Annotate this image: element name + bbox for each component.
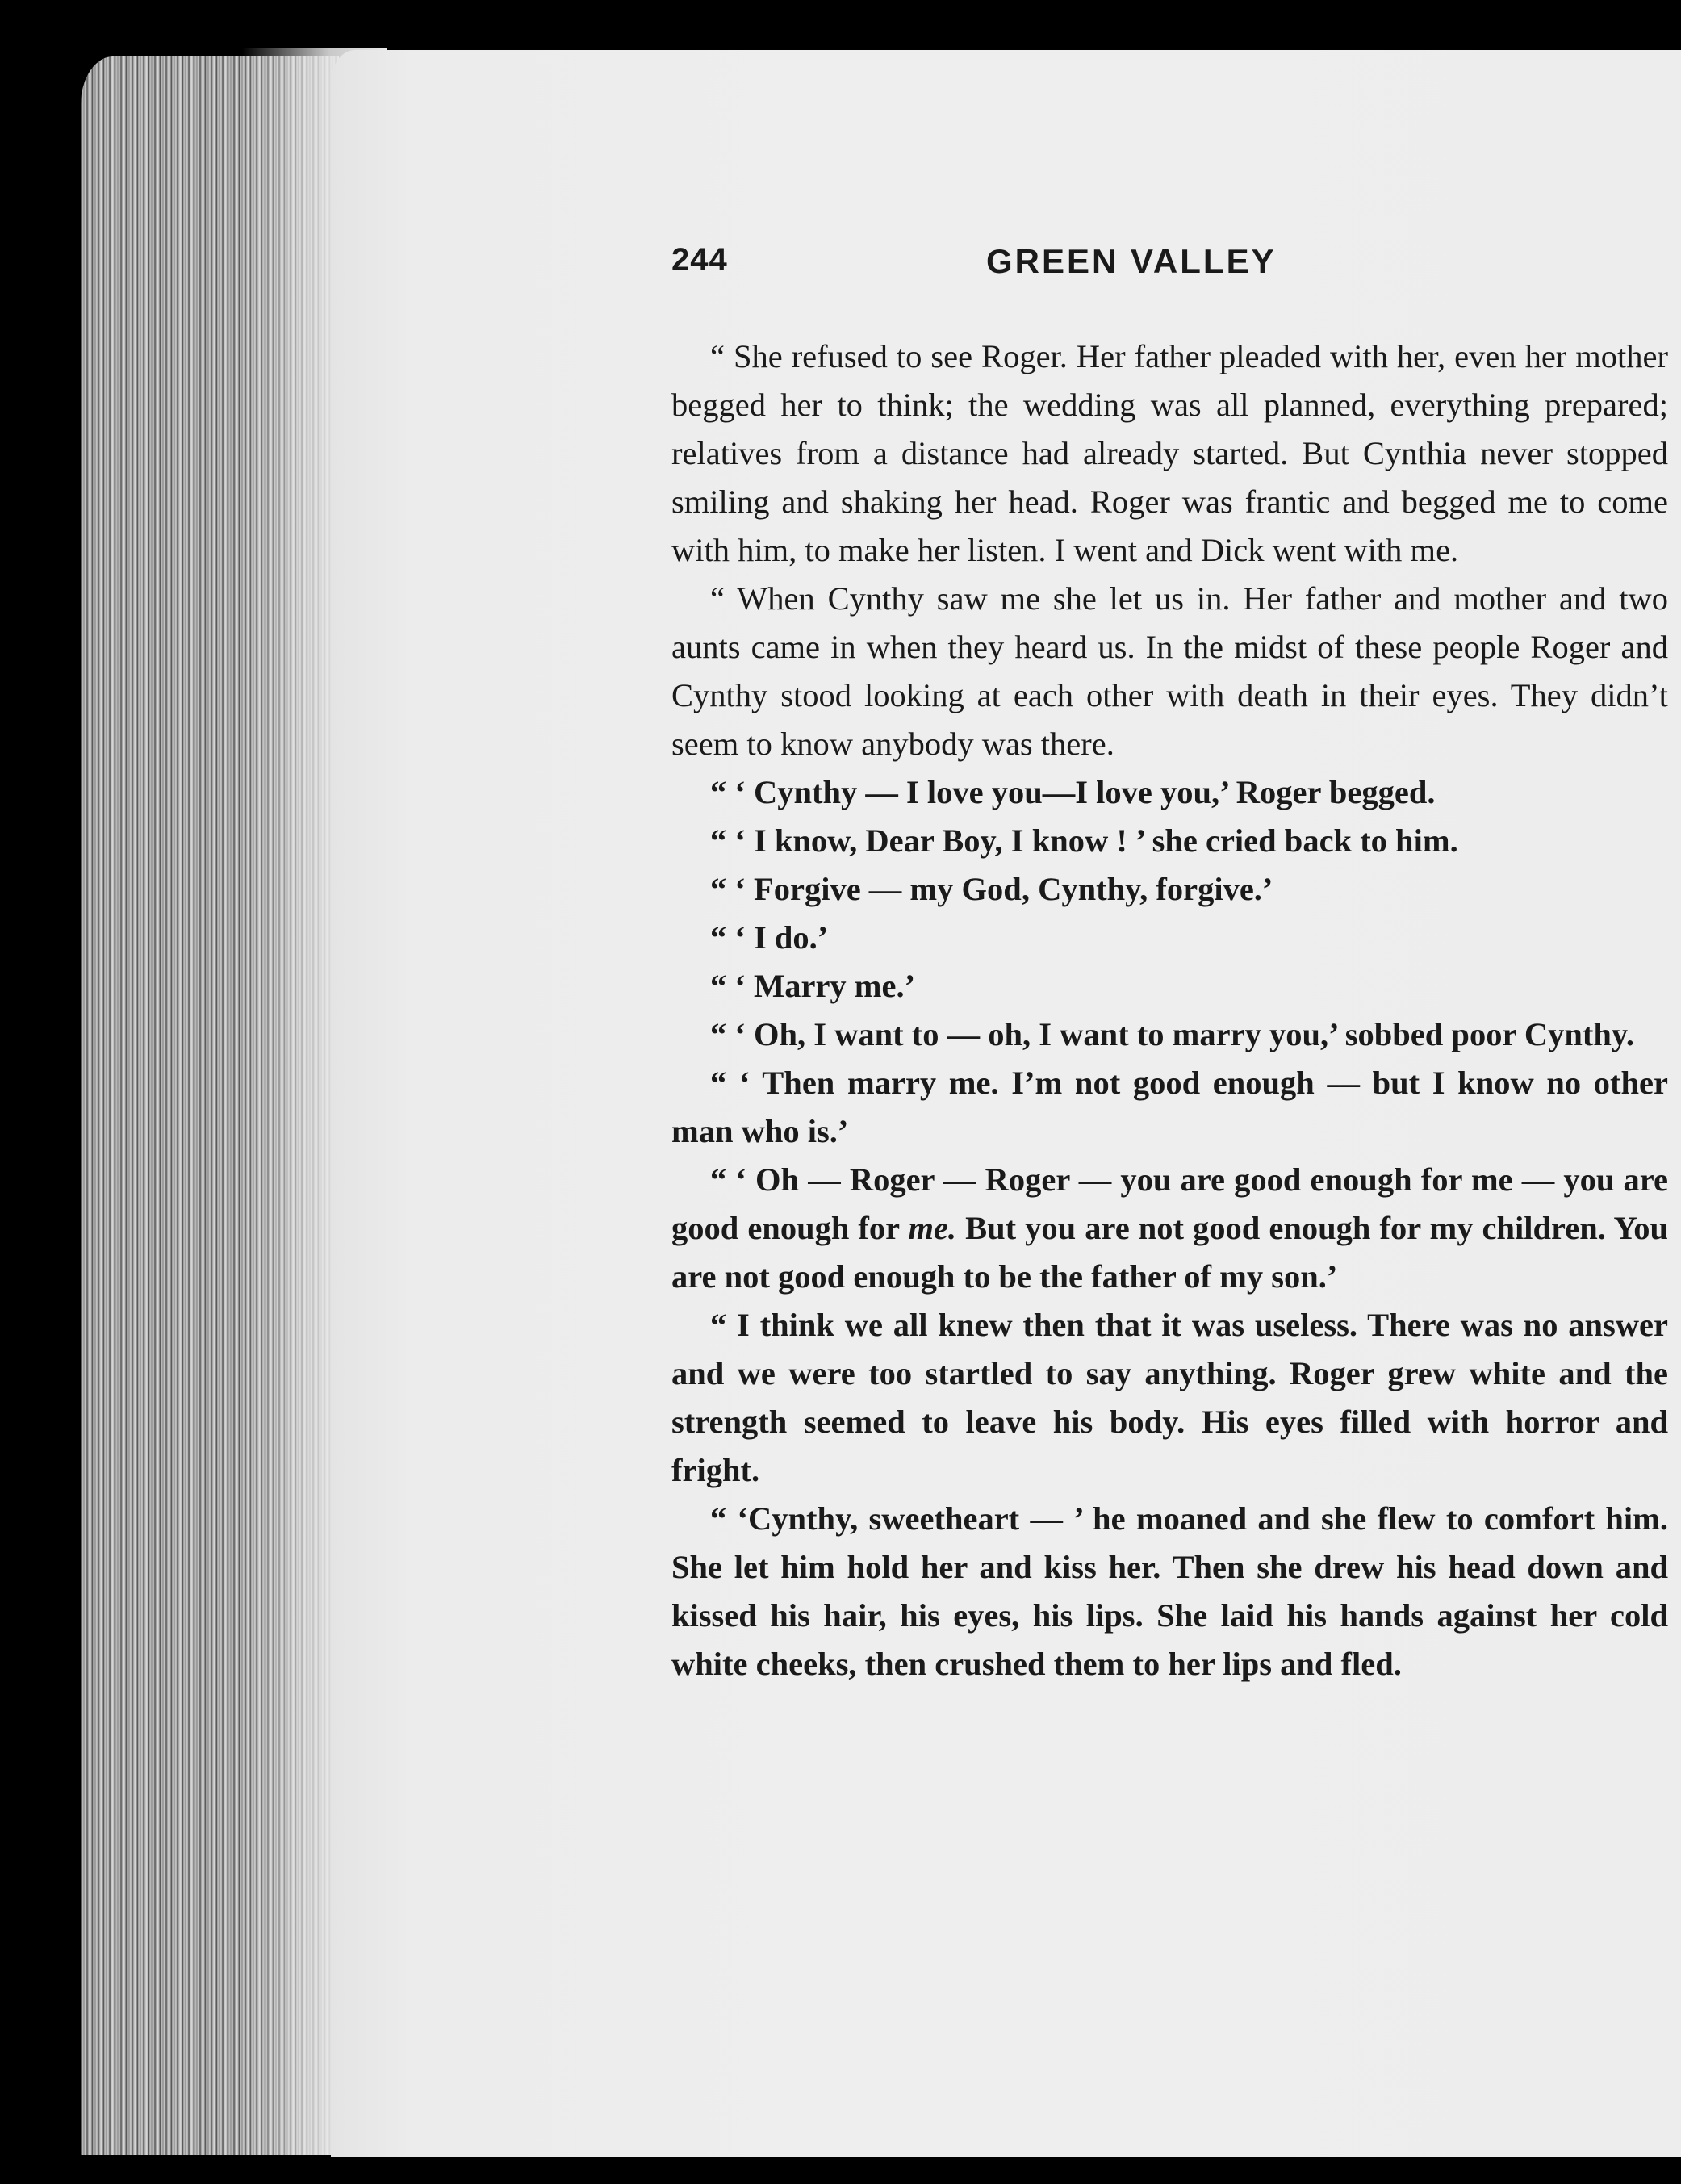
dialogue-line-7: “ ‘ Then marry me. I’m not good enough — but I know no other man who is.’	[671, 1065, 1668, 1149]
dialogue-line-4: “ ‘ I do.’	[710, 919, 829, 956]
dialogue-line-5: “ ‘ Marry me.’	[710, 968, 916, 1004]
dialogue-line-1: “ ‘ Cynthy — I love you—I love you,’ Roger begged.	[710, 774, 1436, 810]
running-title: GREEN VALLEY	[986, 242, 1277, 280]
paragraph-3: “ I think we all knew then that it was useless. There was no answer and we were too startled to say anything. Roger grew white and the strength seemed to leave his body. His eyes filled with horror and fright.	[671, 1307, 1668, 1488]
dialogue-line-8-after: But you are not good enough for my children. You are not good enough to be the father of my son.’	[671, 1210, 1668, 1295]
running-head	[671, 242, 1668, 299]
paragraph-4: “ ‘Cynthy, sweetheart — ’ he moaned and she flew to comfort him. She let him hold her and kiss her. Then she drew his head down and kissed his hair, his eyes, his lips. She laid his hands against her cold white cheeks, then crushed them to her lips and fled.	[671, 1500, 1668, 1682]
dialogue-line-2: “ ‘ I know, Dear Boy, I know ! ’ she cried back to him.	[710, 822, 1458, 859]
dialogue-line-6: “ ‘ Oh, I want to — oh, I want to marry you,’ sobbed poor Cynthy.	[710, 1016, 1634, 1052]
dialogue-line-8	[671, 1156, 1668, 1301]
paragraph-2: “ When Cynthy saw me she let us in. Her father and mother and two aunts came in when they heard us. In the midst of these people Roger and Cynthy stood looking at each other with death in their eyes. They didn’t seem to know anybody was there.	[671, 580, 1668, 762]
dialogue-line-8-before: “ ‘ Oh — Roger — Roger — you are good enough for me — you are good enough for	[671, 1161, 1668, 1246]
paragraph-1: “ She refused to see Roger. Her father pleaded with her, even her mother begged her to think; the wedding was all planned, everything prepared; relatives from a distance had already started. But Cynthia never stopped smiling and shaking her head. Roger was frantic and begged me to come with him, to make her listen. I went and Dick went with me.	[671, 338, 1668, 568]
page-number: 244	[671, 242, 728, 278]
text-block	[671, 242, 1668, 1688]
dialogue-line-3: “ ‘ Forgive — my God, Cynthy, forgive.’	[710, 871, 1273, 907]
emphasized-word: me.	[908, 1210, 957, 1246]
